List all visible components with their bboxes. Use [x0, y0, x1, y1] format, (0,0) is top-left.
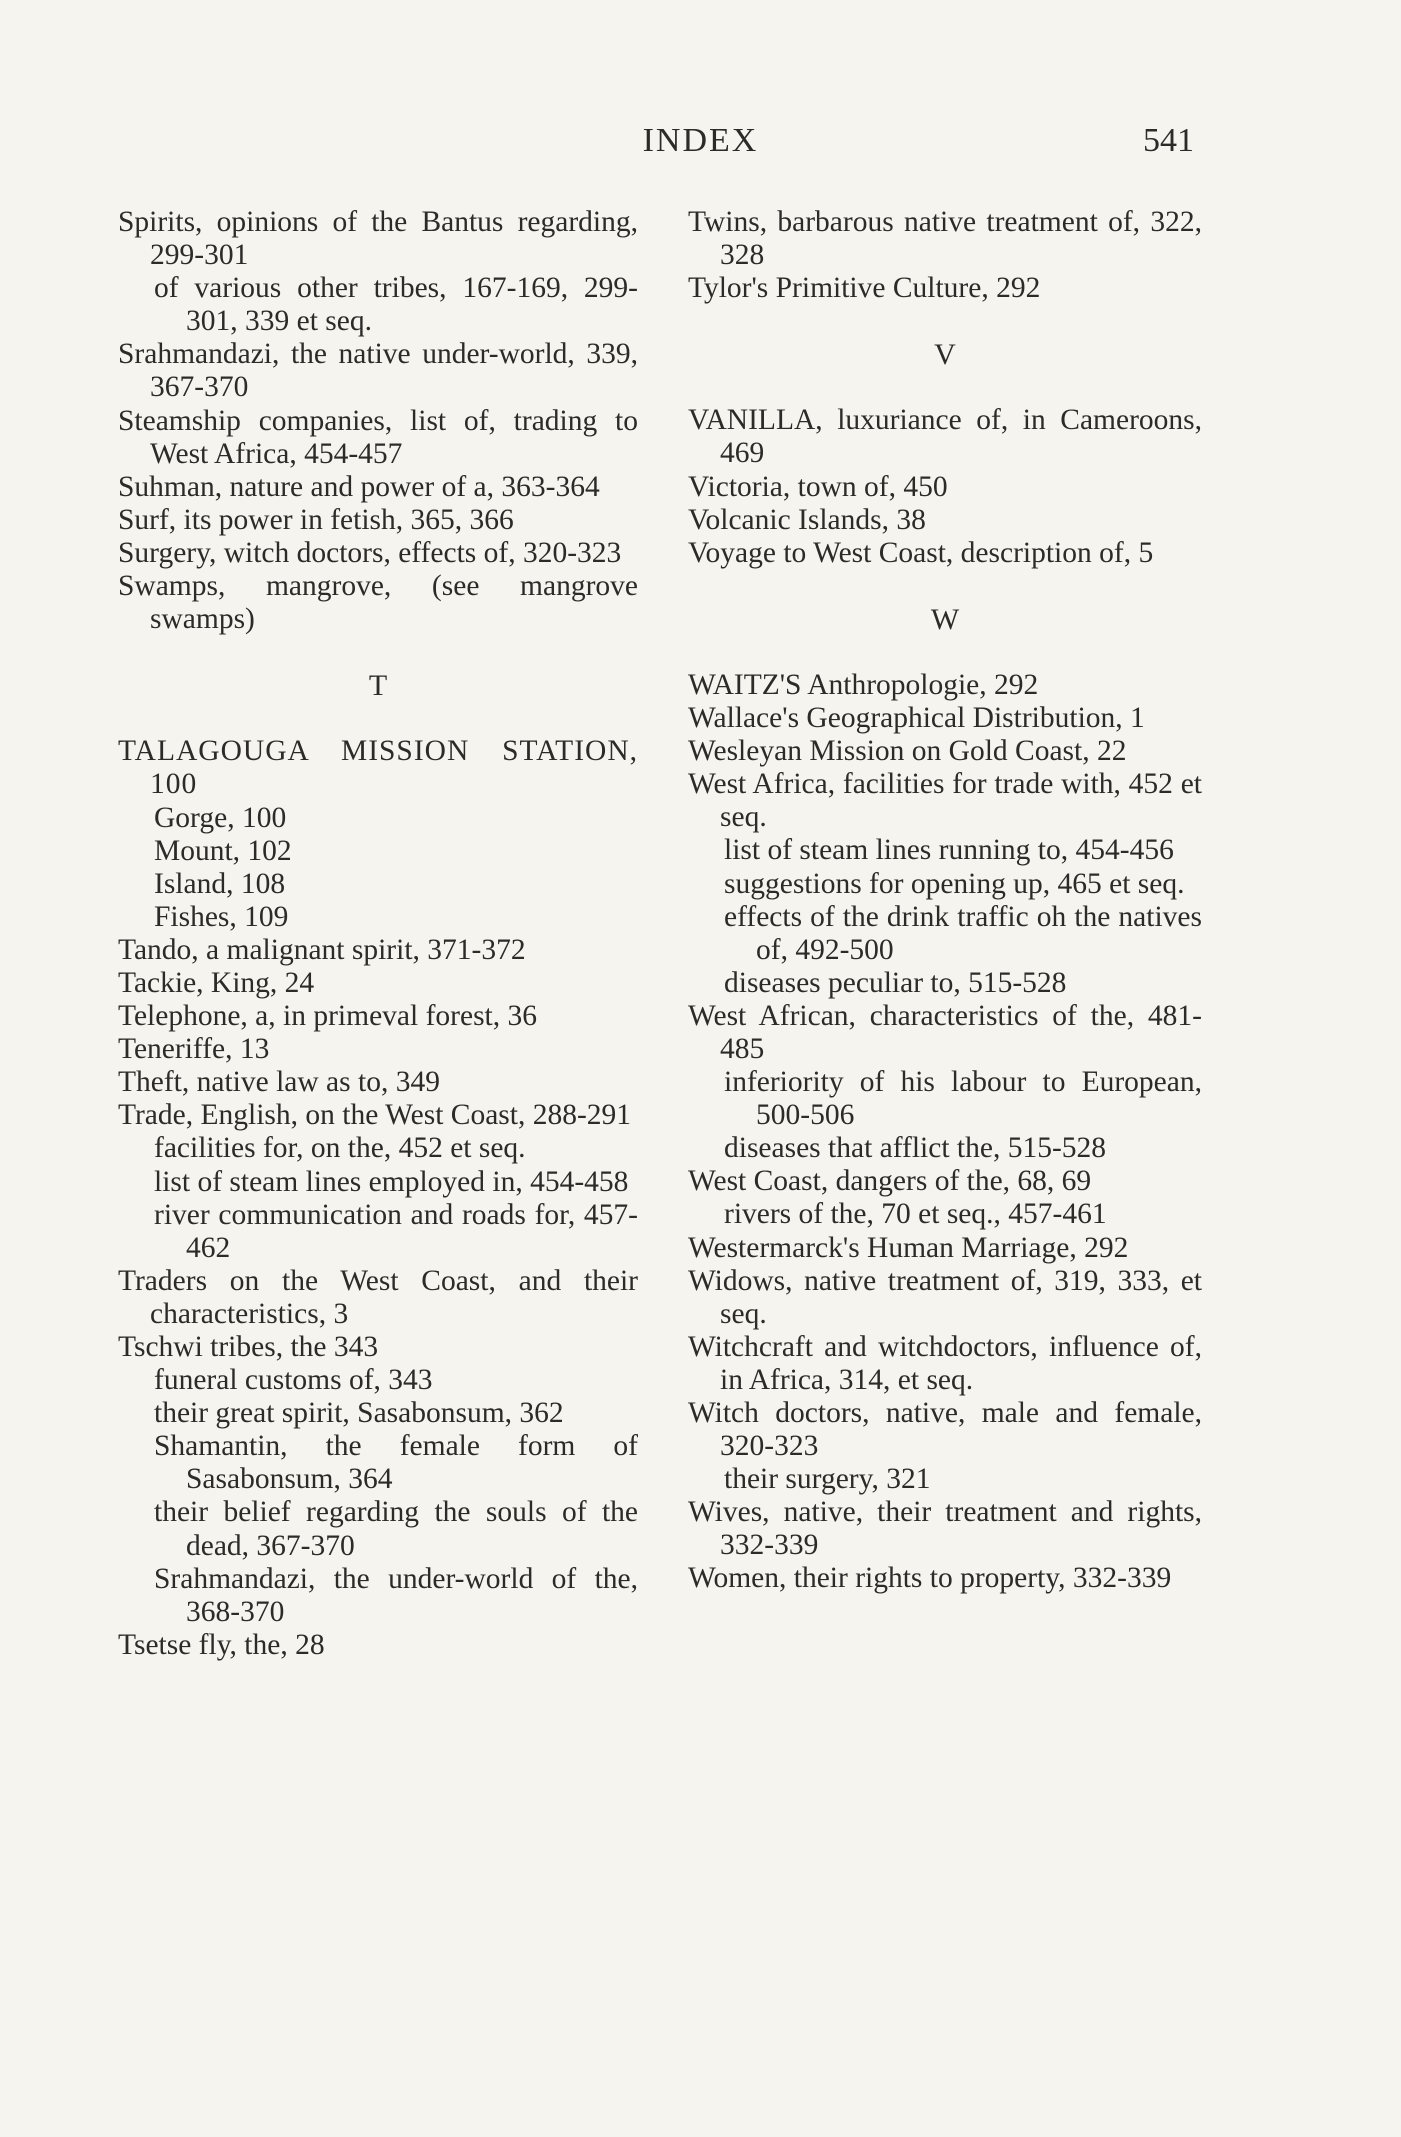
- index-entry: Telephone, a, in primeval forest, 36: [118, 1000, 537, 1033]
- section-spacer: [118, 636, 638, 669]
- index-entry: West African, characteristics of the, 481-485: [688, 999, 1202, 1065]
- index-subentry: Gorge, 100: [154, 801, 287, 834]
- index-entry: Wallace's Geographical Distribution, 1: [688, 702, 1145, 735]
- section-letter: T: [368, 669, 388, 703]
- index-entry: Tando, a malignant spirit, 371-372: [118, 933, 526, 966]
- index-subentry: facilities for, on the, 452 et seq.: [154, 1132, 526, 1165]
- index-entry: Traders on the West Coast, and their characteristics, 3: [118, 1264, 638, 1330]
- section-spacer: [688, 570, 1202, 603]
- index-subentry: Mount, 102: [154, 834, 292, 867]
- index-entry: Tylor's Primitive Culture, 292: [688, 272, 1041, 305]
- index-entry: Trade, English, on the West Coast, 288-291: [118, 1099, 632, 1132]
- index-column-right: [688, 206, 1202, 1596]
- index-entry: Teneriffe, 13: [118, 1033, 270, 1066]
- section-spacer: [118, 702, 638, 735]
- page-header: [0, 122, 1401, 172]
- index-entry: Witchcraft and witchdoctors, influence of, in Africa, 314, et seq.: [688, 1330, 1202, 1396]
- index-entry: WAITZ'S Anthropologie, 292: [688, 668, 1039, 701]
- index-subentry: their belief regarding the souls of the dead, 367-370: [154, 1496, 638, 1562]
- index-entry: Victoria, town of, 450: [688, 470, 948, 503]
- page-title: INDEX: [642, 122, 759, 159]
- index-entry: Women, their rights to property, 332-339: [688, 1562, 1172, 1595]
- index-entry: Steamship companies, list of, trading to West Africa, 454-457: [118, 404, 638, 470]
- index-entry: Westermarck's Human Marriage, 292: [688, 1231, 1129, 1264]
- index-subentry: funeral customs of, 343: [154, 1364, 433, 1397]
- index-subentry: list of steam lines employed in, 454-458: [154, 1165, 629, 1198]
- index-entry: VANILLA, luxuriance of, in Cameroons, 469: [688, 404, 1202, 470]
- section-letter: W: [930, 602, 960, 636]
- index-entry: Voyage to West Coast, description of, 5: [688, 536, 1154, 569]
- index-subentry: their surgery, 321: [724, 1463, 931, 1496]
- section-spacer: [688, 305, 1202, 338]
- index-subentry: diseases that afflict the, 515-528: [724, 1132, 1107, 1165]
- index-entry: West Africa, facilities for trade with, 452 et seq.: [688, 768, 1202, 834]
- index-entry: Suhman, nature and power of a, 363-364: [118, 470, 600, 503]
- index-subentry: suggestions for opening up, 465 et seq.: [724, 867, 1185, 900]
- index-subentry: Fishes, 109: [154, 900, 289, 933]
- index-entry: Spirits, opinions of the Bantus regarding, 299-301: [118, 206, 638, 272]
- index-entry: West Coast, dangers of the, 68, 69: [688, 1165, 1092, 1198]
- index-entry: Wives, native, their treatment and rights, 332-339: [688, 1496, 1202, 1562]
- index-entry: Surf, its power in fetish, 365, 366: [118, 503, 514, 536]
- index-entry: Volcanic Islands, 38: [688, 503, 926, 536]
- index-entry: Swamps, mangrove, (see mangrove swamps): [118, 570, 638, 636]
- index-entry: TALAGOUGA MISSION STATION, 100: [118, 735, 638, 801]
- index-subentry: Srahmandazi, the under-world of the, 368-370: [154, 1562, 638, 1628]
- index-entry: Widows, native treatment of, 319, 333, et seq.: [688, 1264, 1202, 1330]
- index-entry: Witch doctors, native, male and female, 320-323: [688, 1397, 1202, 1463]
- index-entry: Srahmandazi, the native under-world, 339, 367-370: [118, 338, 638, 404]
- index-entry: Tackie, King, 24: [118, 966, 315, 999]
- index-entry: Surgery, witch doctors, effects of, 320-323: [118, 536, 622, 569]
- index-subentry: rivers of the, 70 et seq., 457-461: [724, 1198, 1107, 1231]
- index-entry: Twins, barbarous native treatment of, 322, 328: [688, 206, 1202, 272]
- index-entry: Theft, native law as to, 349: [118, 1066, 440, 1099]
- index-entry: Tschwi tribes, the 343: [118, 1331, 379, 1363]
- index-column-left: [118, 206, 638, 1662]
- index-subentry: diseases peculiar to, 515-528: [724, 966, 1067, 999]
- page-number: 541: [1143, 122, 1194, 159]
- index-subentry: list of steam lines running to, 454-456: [724, 834, 1174, 867]
- index-subentry: river communication and roads for, 457-462: [154, 1198, 638, 1264]
- section-spacer: [688, 636, 1202, 669]
- index-subentry: inferiority of his labour to European, 500-506: [724, 1066, 1202, 1132]
- index-subentry: of various other tribes, 167-169, 299-301, 339 et seq.: [154, 272, 638, 338]
- index-entry: Wesleyan Mission on Gold Coast, 22: [688, 735, 1127, 768]
- section-spacer: [688, 371, 1202, 404]
- index-subentry: Shamantin, the female form of Sasabonsum, 364: [154, 1430, 638, 1496]
- index-entry: Tsetse fly, the, 28: [118, 1628, 325, 1661]
- index-subentry: their great spirit, Sasabonsum, 362: [154, 1397, 564, 1430]
- section-letter: V: [934, 338, 956, 372]
- index-subentry: effects of the drink traffic oh the natives of, 492-500: [724, 900, 1202, 966]
- index-subentry: Island, 108: [154, 867, 286, 900]
